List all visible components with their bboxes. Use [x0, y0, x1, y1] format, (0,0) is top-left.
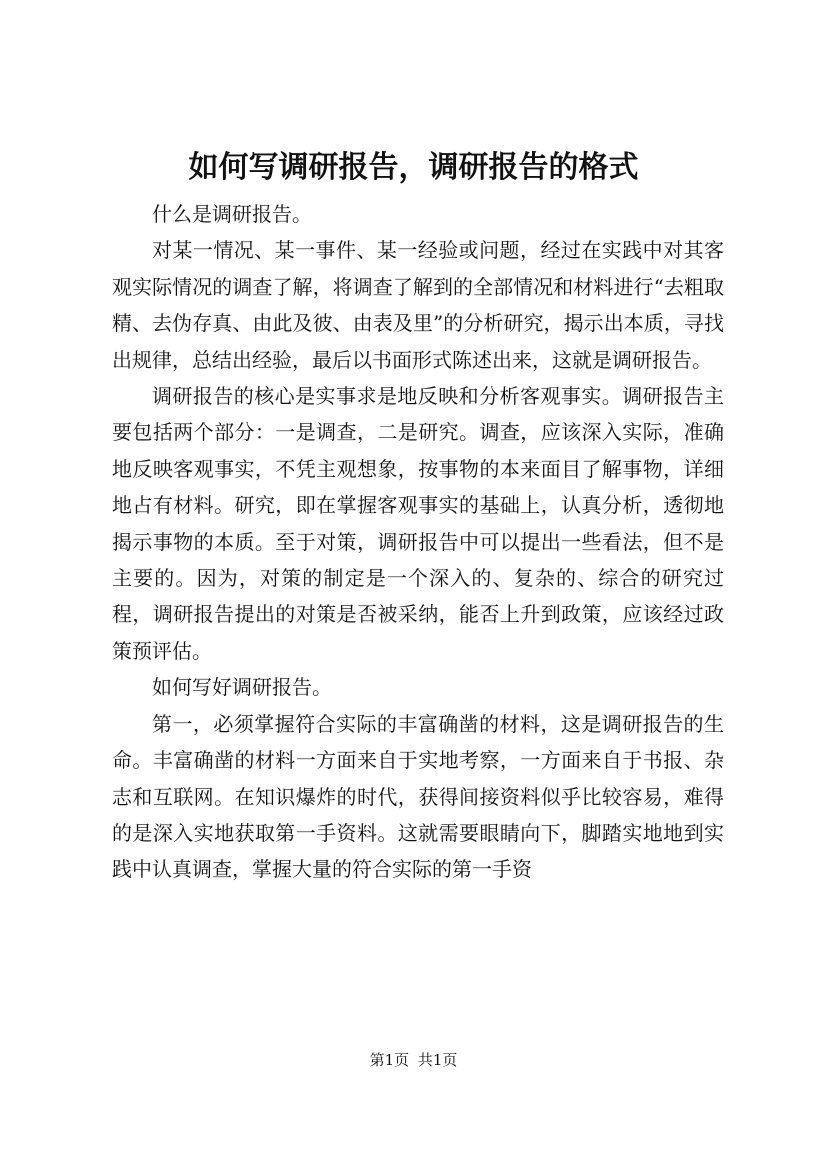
paragraph-1: 什么是调研报告。 [152, 202, 312, 226]
page-footer [0, 1050, 827, 1070]
document-body [112, 196, 724, 888]
paragraph-4: 如何写好调研报告。 [152, 675, 332, 700]
document-title: 如何写调研报告，调研报告的格式 [188, 150, 639, 185]
page-total: 共1页 [417, 1051, 458, 1069]
paragraph-2: 对某一情况、某一事件、某一经验或问题，经过在实践中对其客观实际情况的调查了解，将调查了解到的全部情况和材料进行“去粗取精、去伪存真、由此及彼、由表及里”的分析研究，揭示出本质，寻找出规律，总结出经验，最后以书面形式陈述出来，这就是调研报告。 [112, 238, 724, 372]
paragraph-3: 调研报告的核心是实事求是地反映和分析客观事实。调研报告主要包括两个部分：一是调查，二是研究。调查，应该深入实际，准确地反映客观事实，不凭主观想象，按事物的本来面目了解事物，详细地占有材料。研究，即在掌握客观事实的基础上，认真分析，透彻地揭示事物的本质。至于对策，调研报告中可以提出一些看法，但不是主要的。因为，对策的制定是一个深入的、复杂的、综合的研究过程，调研报告提出的对策是否被采纳，能否上升到政策，应该经过政策预评估。 [112, 384, 724, 663]
page-number: 第1页 [369, 1051, 410, 1069]
paragraph-5: 第一，必须掌握符合实际的丰富确凿的材料，这是调研报告的生命。丰富确凿的材料一方面来自于实地考察，一方面来自于书报、杂志和互联网。在知识爆炸的时代，获得间接资料似乎比较容易，难得的是深入实地获取第一手资料。这就需要眼睛向下，脚踏实地地到实践中认真调查，掌握大量的符合实际的第一手资 [112, 711, 724, 882]
